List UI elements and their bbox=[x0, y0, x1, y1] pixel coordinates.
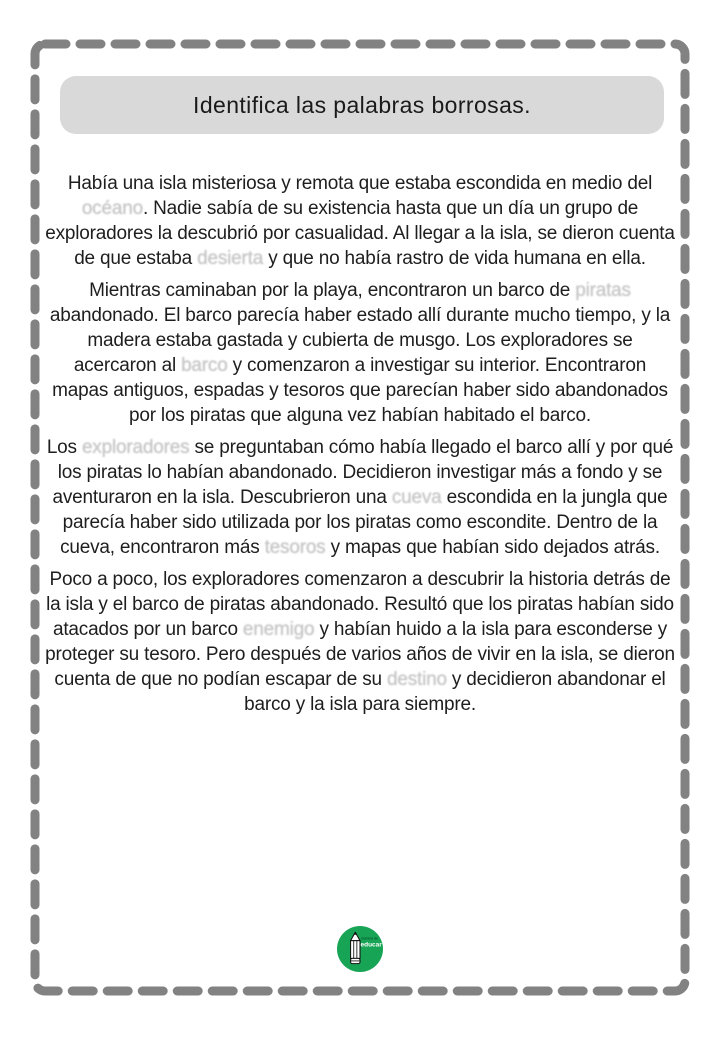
story-text-segment: . Nadie sabía de su existencia hasta que un día un grupo de exploradores la descubrió por casualidad. Al llegar a la isla, se dieron cuenta de que estaba bbox=[45, 198, 675, 269]
story-text-segment: y decidieron abandonar el barco y la isla para siempre. bbox=[244, 669, 666, 715]
story-text-segment: y mapas que habían sido dejados atrás. bbox=[325, 537, 660, 558]
brand-logo bbox=[337, 926, 383, 972]
blurred-word: exploradores bbox=[81, 437, 190, 458]
blurred-word: tesoros bbox=[264, 537, 326, 558]
blurred-word: océano bbox=[81, 198, 143, 219]
story-text-segment: y que no había rastro de vida humana en ella. bbox=[263, 248, 646, 269]
story-text-segment: Poco a poco, los exploradores comenzaron a descubrir la historia detrás de la isla y el barco de piratas abandonado. Resultó que los piratas habían sido atacados por un barco bbox=[46, 569, 674, 640]
blurred-word: enemigo bbox=[242, 619, 315, 640]
blurred-word: destino bbox=[386, 669, 447, 690]
story-paragraph bbox=[44, 567, 676, 717]
blurred-word: desierta bbox=[197, 248, 264, 269]
logo-text-line1: manera de bbox=[361, 936, 379, 941]
story-text-segment: y comenzaron a investigar su interior. Encontraron mapas antiguos, espadas y tesoros que parecían haber sido abandonados por los piratas que alguna vez habían habitado el barco. bbox=[52, 355, 668, 426]
blurred-word: cueva bbox=[391, 487, 442, 508]
story-paragraph bbox=[44, 435, 676, 560]
story-text-segment: escondida en la jungla que parecía haber sido utilizada por los piratas como escondite. Dentro de la cueva, encontraron más bbox=[60, 487, 668, 558]
story-text bbox=[44, 171, 676, 724]
story-text-segment: Mientras caminaban por la playa, encontraron un barco de bbox=[89, 280, 576, 301]
story-text-segment: abandonado. El barco parecía haber estado allí durante mucho tiempo, y la madera estaba gastada y cubierta de musgo. Los exploradores se acercaron al bbox=[49, 305, 671, 376]
brand-logo-svg bbox=[337, 926, 383, 972]
story-text-segment: Había una isla misteriosa y remota que estaba escondida en medio del bbox=[67, 173, 653, 194]
story-paragraph bbox=[44, 278, 676, 428]
story-text-segment: Los bbox=[46, 437, 82, 458]
blurred-word: piratas bbox=[575, 280, 631, 301]
blurred-word: barco bbox=[181, 355, 228, 376]
story-text-segment: se preguntaban cómo había llegado el barco allí y por qué los piratas lo habían abandonado. Decidieron investigar más a fondo y se aventuraron en la isla. Descubrieron una bbox=[52, 437, 674, 508]
title-box bbox=[60, 76, 664, 134]
logo-text-line2: educar bbox=[360, 941, 382, 949]
page-title: Identifica las palabras borrosas. bbox=[193, 91, 531, 118]
story-paragraph bbox=[44, 171, 676, 271]
story-text-segment: y habían huido a la isla para esconderse y proteger su tesoro. Pero después de varios años de vivir en la isla, se dieron cuenta de que no podían escapar de su bbox=[45, 619, 675, 690]
